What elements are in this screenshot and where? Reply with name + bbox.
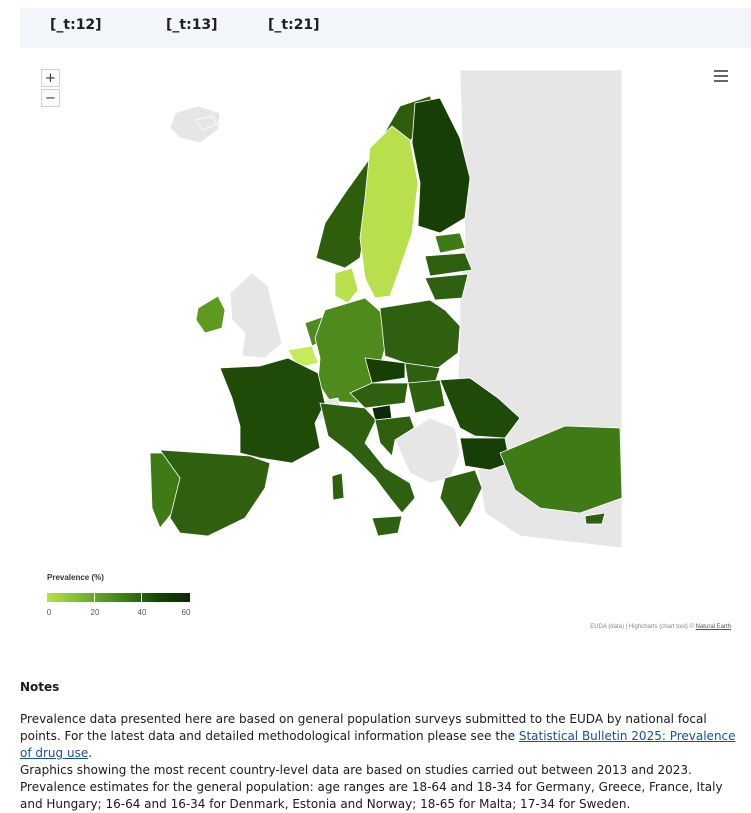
country-poland [380, 300, 460, 368]
notes-section [20, 679, 740, 813]
legend-label-0: 0 [46, 608, 52, 617]
notes-line-1 [20, 711, 740, 762]
country-hungary [408, 380, 445, 413]
tab-1[interactable]: [_t:12] [50, 17, 102, 33]
hamburger-menu-icon[interactable] [714, 70, 728, 82]
notes-line-3: Prevalence estimates for the general population: age ranges are 18-64 and 18-34 for Germany, Greece, France, Italy and Hungary; 16-64 and 16-34 for Denmark, Estonia and Norway; 18-65 for Malta; 17-34 for Sweden. [20, 780, 723, 811]
country-slovenia [372, 405, 392, 420]
legend-color-bar [47, 593, 190, 602]
legend-label-20: 20 [90, 608, 100, 617]
notes-line-1-text: Prevalence data presented here are based on general population surveys submitted to the EUDA by national focal points. For the latest data and detailed methodological information please see the [20, 712, 707, 743]
country-denmark [335, 268, 358, 303]
country-czechia [365, 358, 405, 383]
country-spain [160, 450, 270, 536]
legend-tick-mark [141, 593, 142, 602]
statistical-bulletin-link[interactable]: Statistical Bulletin 2025: Prevalence of drug use [20, 729, 736, 760]
zoom-in-button[interactable]: + [41, 69, 60, 87]
region-uk [230, 273, 282, 358]
legend-label-60: 60 [181, 608, 191, 617]
country-france [220, 358, 325, 463]
country-lithuania [425, 274, 468, 300]
legend-label-40: 40 [137, 608, 147, 617]
country-ireland [196, 296, 225, 333]
country-sweden [360, 126, 418, 298]
notes-title: Notes [20, 680, 60, 694]
tab-bar [20, 8, 751, 48]
legend-title: Prevalence (%) [47, 573, 104, 582]
legend-tick-mark [94, 593, 95, 602]
tab-2[interactable]: [_t:13] [166, 17, 218, 33]
map-credits [590, 624, 731, 630]
zoom-out-button[interactable]: − [41, 89, 60, 107]
natural-earth-link[interactable]: Natural Earth [695, 624, 731, 630]
map-canvas [20, 58, 741, 558]
country-sicily [372, 516, 402, 536]
tab-3[interactable]: [_t:21] [268, 17, 320, 33]
choropleth-map[interactable] [20, 58, 741, 648]
notes-line-2: Graphics showing the most recent country-level data are based on studies carried out between 2013 and 2023. [20, 763, 692, 777]
country-estonia [435, 233, 465, 253]
credits-text: EUDA (data) | Highcharts (chart tool) © [590, 624, 696, 630]
country-greece [440, 470, 482, 528]
notes-line-1-end: . [88, 746, 93, 760]
country-sardinia [332, 473, 344, 500]
